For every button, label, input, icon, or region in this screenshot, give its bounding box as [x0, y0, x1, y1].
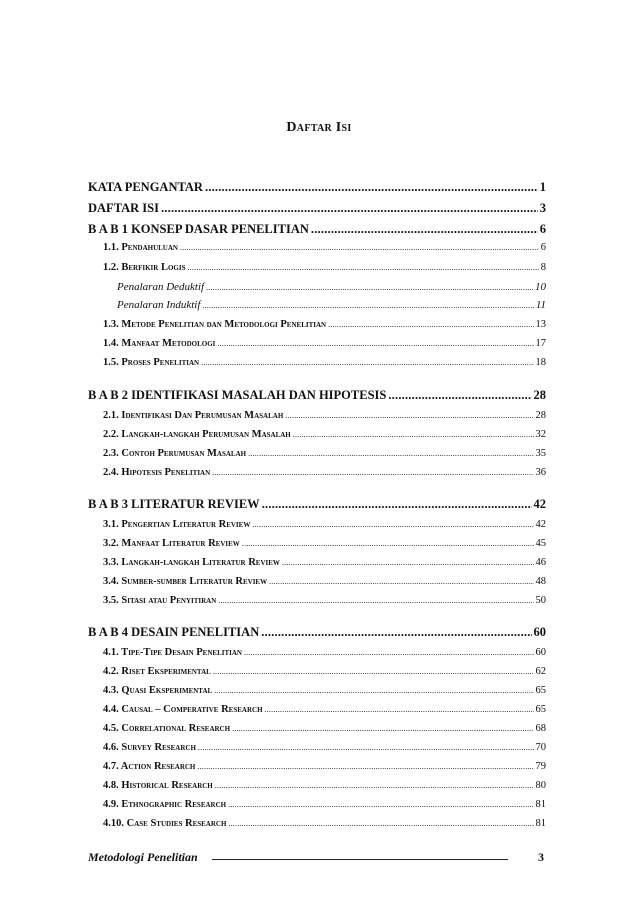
toc-subentry[interactable] [103, 799, 546, 810]
toc-leader-dots [261, 625, 531, 640]
toc-subentry-page: 81 [535, 799, 546, 810]
toc-entry-page: 42 [533, 497, 546, 511]
toc-subentry-page: 79 [535, 761, 546, 772]
toc-subentry-page: 65 [535, 704, 546, 715]
toc-leader-dots [311, 222, 538, 237]
toc-subsubentry-page: 10 [535, 281, 546, 293]
toc-entry-page: 1 [539, 180, 546, 194]
toc-subsubentry[interactable] [117, 299, 546, 311]
toc-subentry-page: 80 [535, 780, 546, 791]
toc-subentry-page: 46 [535, 557, 546, 568]
toc-leader-dots [202, 301, 533, 310]
toc-subentry[interactable] [103, 685, 546, 696]
toc-leader-dots [293, 430, 534, 439]
toc-subentry-label: 4.7. Action Research [103, 761, 196, 772]
toc-entry-bab-3[interactable] [88, 497, 546, 512]
toc-subentry[interactable] [103, 818, 546, 829]
toc-subentry[interactable] [103, 242, 546, 253]
toc-subentry-page: 18 [535, 357, 546, 368]
toc-subentry[interactable] [103, 410, 546, 421]
toc-subentry-label: 1.2. Berfikir Logis [103, 262, 186, 273]
toc-subentry-page: 36 [535, 467, 546, 478]
toc-subentry-page: 81 [535, 818, 546, 829]
toc-entry-page: 3 [539, 201, 546, 215]
toc-leader-dots [180, 243, 539, 252]
toc-subentry[interactable] [103, 761, 546, 772]
toc-leader-dots [215, 781, 534, 790]
toc-subentry-label: 4.8. Historical Research [103, 780, 213, 791]
toc-leader-dots [265, 705, 534, 714]
toc-entry-label: B A B 2 IDENTIFIKASI MASALAH DAN HIPOTESIS [88, 388, 387, 402]
toc-subentry-label: 1.3. Metode Penelitian dan Metodologi Penelitian [103, 319, 327, 330]
toc-leader-dots [232, 724, 533, 733]
toc-entry-kata-pengantar[interactable] [88, 180, 546, 195]
toc-leader-dots [248, 449, 533, 458]
toc-leader-dots [201, 358, 533, 367]
toc-subentry-label: 4.10. Case Studies Research [103, 818, 227, 829]
toc-subentry-label: 3.4. Sumber-sumber Literatur Review [103, 576, 268, 587]
footer-page-number: 3 [538, 850, 544, 864]
toc-subentry[interactable] [103, 357, 546, 368]
toc-subentry-page: 48 [535, 576, 546, 587]
toc-leader-dots [262, 497, 532, 512]
toc-entry-bab-2[interactable] [88, 388, 546, 403]
toc-subentry-page: 42 [535, 519, 546, 530]
toc-subentry-page: 28 [535, 410, 546, 421]
toc-subentry-label: 4.2. Riset Eksperimental [103, 666, 211, 677]
toc-entry-page: 28 [533, 388, 546, 402]
toc-subentry-page: 35 [535, 448, 546, 459]
toc-subentry[interactable] [103, 557, 546, 568]
toc-leader-dots [206, 283, 533, 292]
toc-subentry[interactable] [103, 319, 546, 330]
toc-subentry-label: 2.1. Identifikasi Dan Perumusan Masalah [103, 410, 284, 421]
toc-subsubentry-label: Penalaran Deduktif [117, 281, 205, 293]
toc-subentry-page: 32 [535, 429, 546, 440]
toc-leader-dots [328, 320, 533, 329]
toc-subentry-page: 68 [535, 723, 546, 734]
toc-subentry[interactable] [103, 595, 546, 606]
toc-subentry[interactable] [103, 538, 546, 549]
toc-leader-dots [242, 539, 534, 548]
toc-entry-label: B A B 3 LITERATUR REVIEW [88, 497, 260, 511]
toc-subentry-label: 3.3. Langkah-langkah Literatur Review [103, 557, 280, 568]
toc-leader-dots [228, 819, 533, 828]
footer-rule [212, 859, 508, 860]
toc-leader-dots [218, 596, 533, 605]
toc-subentry-page: 45 [535, 538, 546, 549]
toc-subentry-label: 2.4. Hipotesis Penelitian [103, 467, 211, 478]
toc-leader-dots [285, 411, 533, 420]
toc-subentry-page: 8 [540, 262, 546, 273]
toc-subentry[interactable] [103, 723, 546, 734]
toc-subentry-page: 17 [535, 338, 546, 349]
toc-subsubentry-page: 11 [535, 299, 546, 311]
toc-subentry[interactable] [103, 467, 546, 478]
toc-subentry[interactable] [103, 742, 546, 753]
toc-subentry-page: 70 [535, 742, 546, 753]
toc-leader-dots [213, 667, 534, 676]
toc-entry-label: DAFTAR ISI [88, 201, 159, 215]
toc-subentry[interactable] [103, 647, 546, 658]
toc-subentry-label: 3.5. Sitasi atau Penyitiran [103, 595, 217, 606]
toc-leader-dots [244, 648, 534, 657]
toc-entry-label: B A B 1 KONSEP DASAR PENELITIAN [88, 222, 309, 236]
toc-leader-dots [214, 686, 533, 695]
toc-entry-label: KATA PENGANTAR [88, 180, 203, 194]
toc-subentry[interactable] [103, 519, 546, 530]
toc-leader-dots [269, 577, 533, 586]
toc-subentry[interactable] [103, 429, 546, 440]
toc-leader-dots [198, 743, 534, 752]
toc-subentry-label: 1.4. Manfaat Metodologi [103, 338, 216, 349]
toc-entry-daftar-isi[interactable] [88, 201, 546, 216]
toc-subentry-label: 4.3. Quasi Eksperimental [103, 685, 213, 696]
toc-subentry-label: 1.1. Pendahuluan [103, 242, 178, 253]
footer-book-title: Metodologi Penelitian [88, 850, 198, 864]
toc-subsubentry[interactable] [117, 281, 546, 293]
page-title: Daftar Isi [286, 120, 352, 135]
toc-leader-dots [228, 800, 533, 809]
toc-subentry-label: 4.9. Ethnographic Research [103, 799, 227, 810]
toc-subentry-label: 4.5. Correlational Research [103, 723, 231, 734]
toc-subentry-label: 3.2. Manfaat Literatur Review [103, 538, 240, 549]
toc-subentry-page: 50 [535, 595, 546, 606]
toc-leader-dots [187, 263, 538, 272]
toc-entry-bab-1[interactable] [88, 222, 546, 237]
toc-subentry-page: 13 [535, 319, 546, 330]
toc-entry-page: 60 [533, 625, 546, 639]
toc-leader-dots [282, 558, 534, 567]
toc-leader-dots [252, 520, 533, 529]
toc-leader-dots [197, 762, 533, 771]
toc-subentry[interactable] [103, 576, 546, 587]
toc-subentry[interactable] [103, 338, 546, 349]
toc-leader-dots [217, 339, 533, 348]
toc-subentry-label: 4.4. Causal – Comperative Research [103, 704, 263, 715]
toc-subentry[interactable] [103, 780, 546, 791]
toc-leader-dots [161, 201, 538, 216]
toc-subentry-label: 1.5. Proses Penelitian [103, 357, 200, 368]
toc-subentry-label: 2.3. Contoh Perumusan Masalah [103, 448, 247, 459]
toc-subentry-label: 3.1. Pengertian Literatur Review [103, 519, 251, 530]
toc-subentry-page: 60 [535, 647, 546, 658]
toc-subentry-page: 65 [535, 685, 546, 696]
toc-subentry-page: 6 [540, 242, 546, 253]
toc-subentry-label: 2.2. Langkah-langkah Perumusan Masalah [103, 429, 291, 440]
toc-entry-page: 6 [539, 222, 546, 236]
toc-subentry-label: 4.6. Survey Research [103, 742, 196, 753]
toc-subentry[interactable] [103, 448, 546, 459]
toc-entry-label: B A B 4 DESAIN PENELITIAN [88, 625, 260, 639]
toc-subentry-label: 4.1. Tipe-Tipe Desain Penelitian [103, 647, 242, 658]
toc-subentry-page: 62 [535, 666, 546, 677]
toc-subentry[interactable] [103, 666, 546, 677]
toc-leader-dots [212, 468, 533, 477]
toc-subentry[interactable] [103, 704, 546, 715]
toc-leader-dots [205, 180, 538, 195]
toc-entry-bab-4[interactable] [88, 625, 546, 640]
toc-subentry[interactable] [103, 262, 546, 273]
toc-subsubentry-label: Penalaran Induktif [117, 299, 201, 311]
toc-leader-dots [388, 388, 531, 403]
